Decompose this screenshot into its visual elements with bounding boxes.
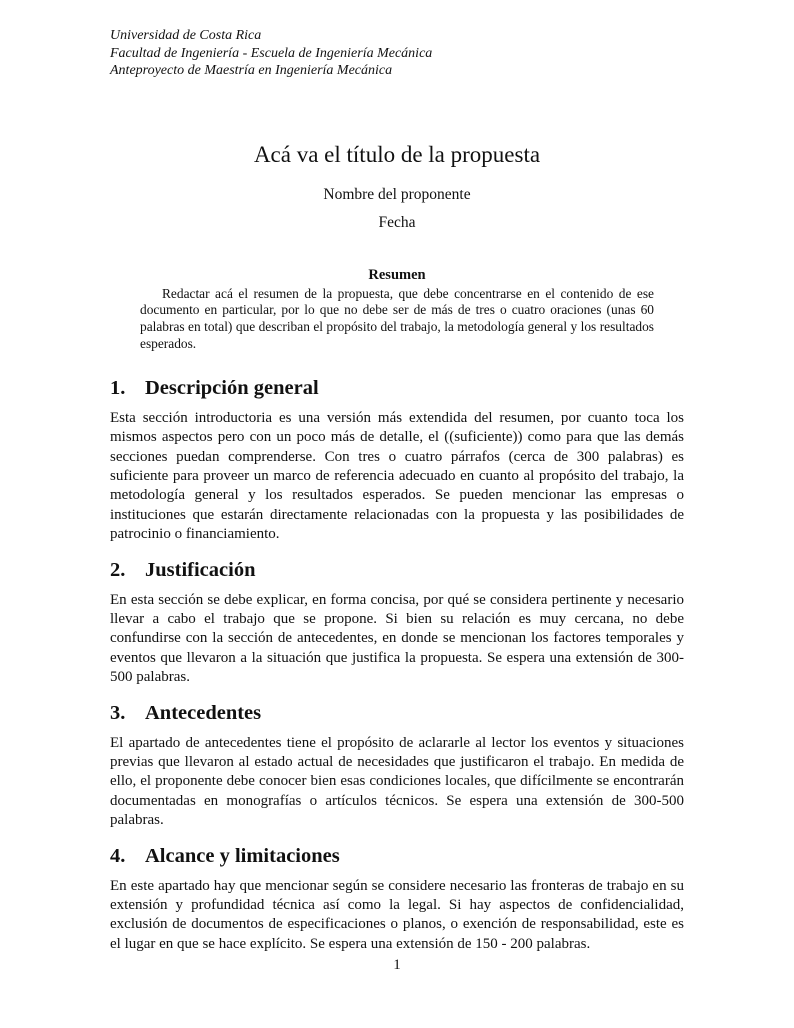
author-name: Nombre del proponente [323, 185, 471, 203]
section-number: 3. [110, 701, 126, 724]
abstract-heading: Resumen [368, 266, 426, 283]
header-line-faculty: Facultad de Ingeniería - Escuela de Ingeniería Mecánica [110, 45, 433, 61]
section-title: Antecedentes [145, 701, 262, 724]
section-number: 1. [110, 376, 126, 399]
page-number: 1 [393, 957, 401, 973]
section-title: Descripción general [145, 376, 319, 399]
section-heading-justificacion [110, 558, 684, 582]
header-line-program: Anteproyecto de Maestría en Ingeniería Mecánica [110, 63, 393, 78]
section-number: 2. [110, 558, 126, 581]
section-heading-alcance-y-limitaciones [110, 844, 684, 868]
section-number: 4. [110, 844, 126, 867]
section-body-alcance-y-limitaciones: En este apartado hay que mencionar según se considere necesario las fronteras de trabajo en su extensión y profundidad técnica así como la legal. Si hay aspectos de confidencialidad, exclusión de documentos de especificaciones o planos, o exención de responsabilidad, este es el lugar en que se hace explícito. Se espera una extensión de 150 - 200 palabras. [110, 877, 684, 952]
document-header [110, 27, 684, 80]
header-line-university: Universidad de Costa Rica [110, 28, 262, 43]
section-heading-descripcion-general [110, 376, 684, 400]
abstract-text: Redactar acá el resumen de la propuesta, que debe concentrarse en el contenido de ese documento en particular, por lo que no debe ser de más de tres o cuatro oraciones (unas 60 palabras en total) que describan el propósito del trabajo, la metodología general y los resultados esperados. [140, 285, 654, 351]
document-date: Fecha [378, 213, 416, 231]
section-body-justificacion: En esta sección se debe explicar, en forma concisa, por qué se considera pertinente y necesario llevar a cabo el trabajo que se propone. Si bien su relación es muy cercana, no debe confundirse con la sección de antecedentes, en donde se mencionan los factores temporales y eventos que llevaron a la situación que justifica la propuesta. Se espera una extensión de 300-500 palabras. [110, 591, 684, 686]
section-heading-antecedentes [110, 701, 684, 725]
page-title: Acá va el título de la propuesta [253, 141, 541, 167]
section-body-descripcion-general: Esta sección introductoria es una versión más extendida del resumen, por cuanto toca los mismos aspectos pero con un poco más de detalle, el ((suficiente)) como para que las demás secciones puedan comprenderse. Con tres o cuatro párrafos (cerca de 300 palabras) es suficiente para proveer un marco de referencia adecuado en cuanto al propósito del trabajo, la metodología general y los resultados esperados. Se pueden mencionar las empresas o instituciones que estarán directamente relacionadas con la propuesta y las posibilidades de patrocinio o financiamiento. [110, 409, 684, 543]
section-body-antecedentes: El apartado de antecedentes tiene el propósito de aclararle al lector los eventos y situaciones previas que llevaron al estado actual de necesidades que justificaron el trabajo. En medida de ello, el proponente debe conocer bien esas condiciones locales, que difícilmente se encontrarán documentadas en monografías o artículos técnicos. Se espera una extensión de 300-500 palabras. [110, 734, 684, 829]
section-title: Alcance y limitaciones [145, 844, 340, 867]
section-title: Justificación [145, 558, 256, 581]
